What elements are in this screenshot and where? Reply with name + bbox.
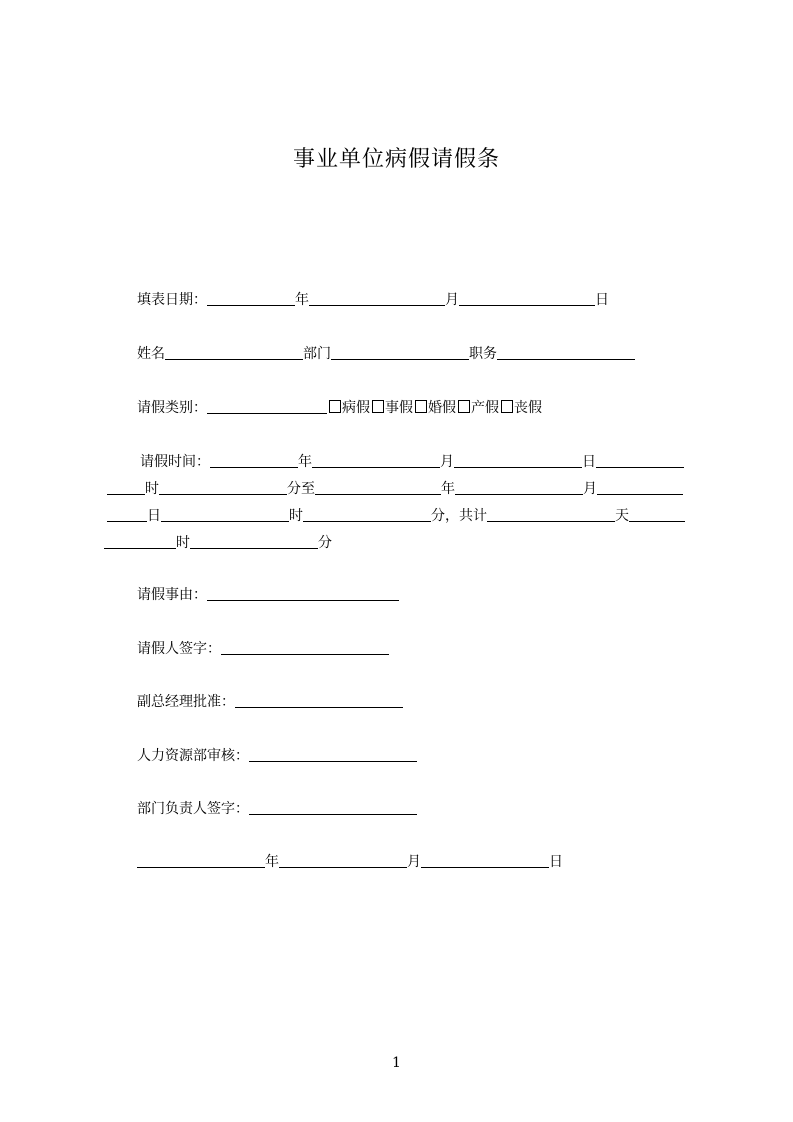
footer-month-field[interactable] xyxy=(279,852,407,868)
month-label: 月 xyxy=(407,854,421,870)
applicant-sign-label: 请假人签字： xyxy=(137,641,221,657)
hour-label: 时 xyxy=(289,508,303,524)
year-label: 年 xyxy=(265,854,279,870)
person-info-row xyxy=(137,344,635,364)
footer-date-row xyxy=(137,852,563,872)
fill-month-field[interactable] xyxy=(309,290,445,306)
start-month-field[interactable] xyxy=(312,452,440,468)
position-field[interactable] xyxy=(497,344,635,360)
minute-total-label: 分，共计 xyxy=(431,508,487,524)
leave-time-row-1 xyxy=(140,452,684,472)
sick-leave-checkbox[interactable] xyxy=(329,400,341,413)
minute-label: 分 xyxy=(318,535,332,551)
page-title: 事业单位病假请假条 xyxy=(292,147,500,172)
hr-review-label: 人力资源部审核： xyxy=(137,748,249,764)
leave-time-row-4 xyxy=(104,533,332,553)
total-days-field[interactable] xyxy=(487,506,615,522)
applicant-sign-row xyxy=(137,639,389,659)
total-hours-field-b[interactable] xyxy=(104,533,176,549)
marriage-leave-checkbox[interactable] xyxy=(415,400,427,413)
end-month-field[interactable] xyxy=(455,479,583,495)
hour-label: 时 xyxy=(176,535,190,551)
total-minutes-field[interactable] xyxy=(190,533,318,549)
days-label: 天 xyxy=(615,508,629,524)
fill-date-row xyxy=(137,290,609,310)
reason-field[interactable] xyxy=(207,585,399,601)
leave-time-row-3 xyxy=(107,506,685,526)
minute-to-label: 分至 xyxy=(287,481,315,497)
footer-year-field[interactable] xyxy=(137,852,265,868)
leave-type-field[interactable] xyxy=(207,398,327,414)
vp-approval-field[interactable] xyxy=(235,692,403,708)
day-label: 日 xyxy=(595,292,609,308)
month-label: 月 xyxy=(445,292,459,308)
start-day-field[interactable] xyxy=(454,452,582,468)
name-field[interactable] xyxy=(165,344,303,360)
dept-head-sign-field[interactable] xyxy=(249,799,417,815)
vp-approval-row xyxy=(137,692,403,712)
leave-time-label: 请假时间： xyxy=(140,454,210,470)
start-hour-field-b[interactable] xyxy=(107,479,145,495)
fill-year-field[interactable] xyxy=(207,290,295,306)
total-hours-field-a[interactable] xyxy=(629,506,685,522)
start-minute-field[interactable] xyxy=(159,479,287,495)
reason-row xyxy=(137,585,399,605)
hour-label: 时 xyxy=(145,481,159,497)
position-label: 职务 xyxy=(469,346,497,362)
hr-review-row xyxy=(137,746,417,766)
reason-label: 请假事由： xyxy=(137,587,207,603)
end-day-field-b[interactable] xyxy=(107,506,147,522)
personal-leave-label: 事假 xyxy=(385,400,413,416)
end-year-field[interactable] xyxy=(315,479,441,495)
personal-leave-checkbox[interactable] xyxy=(372,400,384,413)
hr-review-field[interactable] xyxy=(249,746,417,762)
month-label: 月 xyxy=(583,481,597,497)
start-hour-field-a[interactable] xyxy=(596,452,684,468)
end-minute-field[interactable] xyxy=(303,506,431,522)
sick-leave-label: 病假 xyxy=(342,400,370,416)
end-day-field-a[interactable] xyxy=(597,479,683,495)
leave-time-row-2 xyxy=(107,479,683,499)
marriage-leave-label: 婚假 xyxy=(428,400,456,416)
year-label: 年 xyxy=(298,454,312,470)
dept-field[interactable] xyxy=(331,344,469,360)
fill-date-label: 填表日期： xyxy=(137,292,207,308)
bereavement-leave-checkbox[interactable] xyxy=(501,400,513,413)
dept-head-sign-label: 部门负责人签字： xyxy=(137,801,249,817)
day-label: 日 xyxy=(549,854,563,870)
leave-type-row xyxy=(137,398,542,418)
maternity-leave-label: 产假 xyxy=(471,400,499,416)
maternity-leave-checkbox[interactable] xyxy=(458,400,470,413)
footer-day-field[interactable] xyxy=(421,852,549,868)
month-label: 月 xyxy=(440,454,454,470)
day-label: 日 xyxy=(582,454,596,470)
page-number: 1 xyxy=(392,1055,401,1071)
year-label: 年 xyxy=(441,481,455,497)
name-label: 姓名 xyxy=(137,346,165,362)
year-label: 年 xyxy=(295,292,309,308)
day-label: 日 xyxy=(147,508,161,524)
start-year-field[interactable] xyxy=(210,452,298,468)
bereavement-leave-label: 丧假 xyxy=(514,400,542,416)
end-hour-field[interactable] xyxy=(161,506,289,522)
dept-head-sign-row xyxy=(137,799,417,819)
vp-approval-label: 副总经理批准： xyxy=(137,694,235,710)
leave-type-label: 请假类别： xyxy=(137,400,207,416)
fill-day-field[interactable] xyxy=(459,290,595,306)
applicant-sign-field[interactable] xyxy=(221,639,389,655)
dept-label: 部门 xyxy=(303,346,331,362)
